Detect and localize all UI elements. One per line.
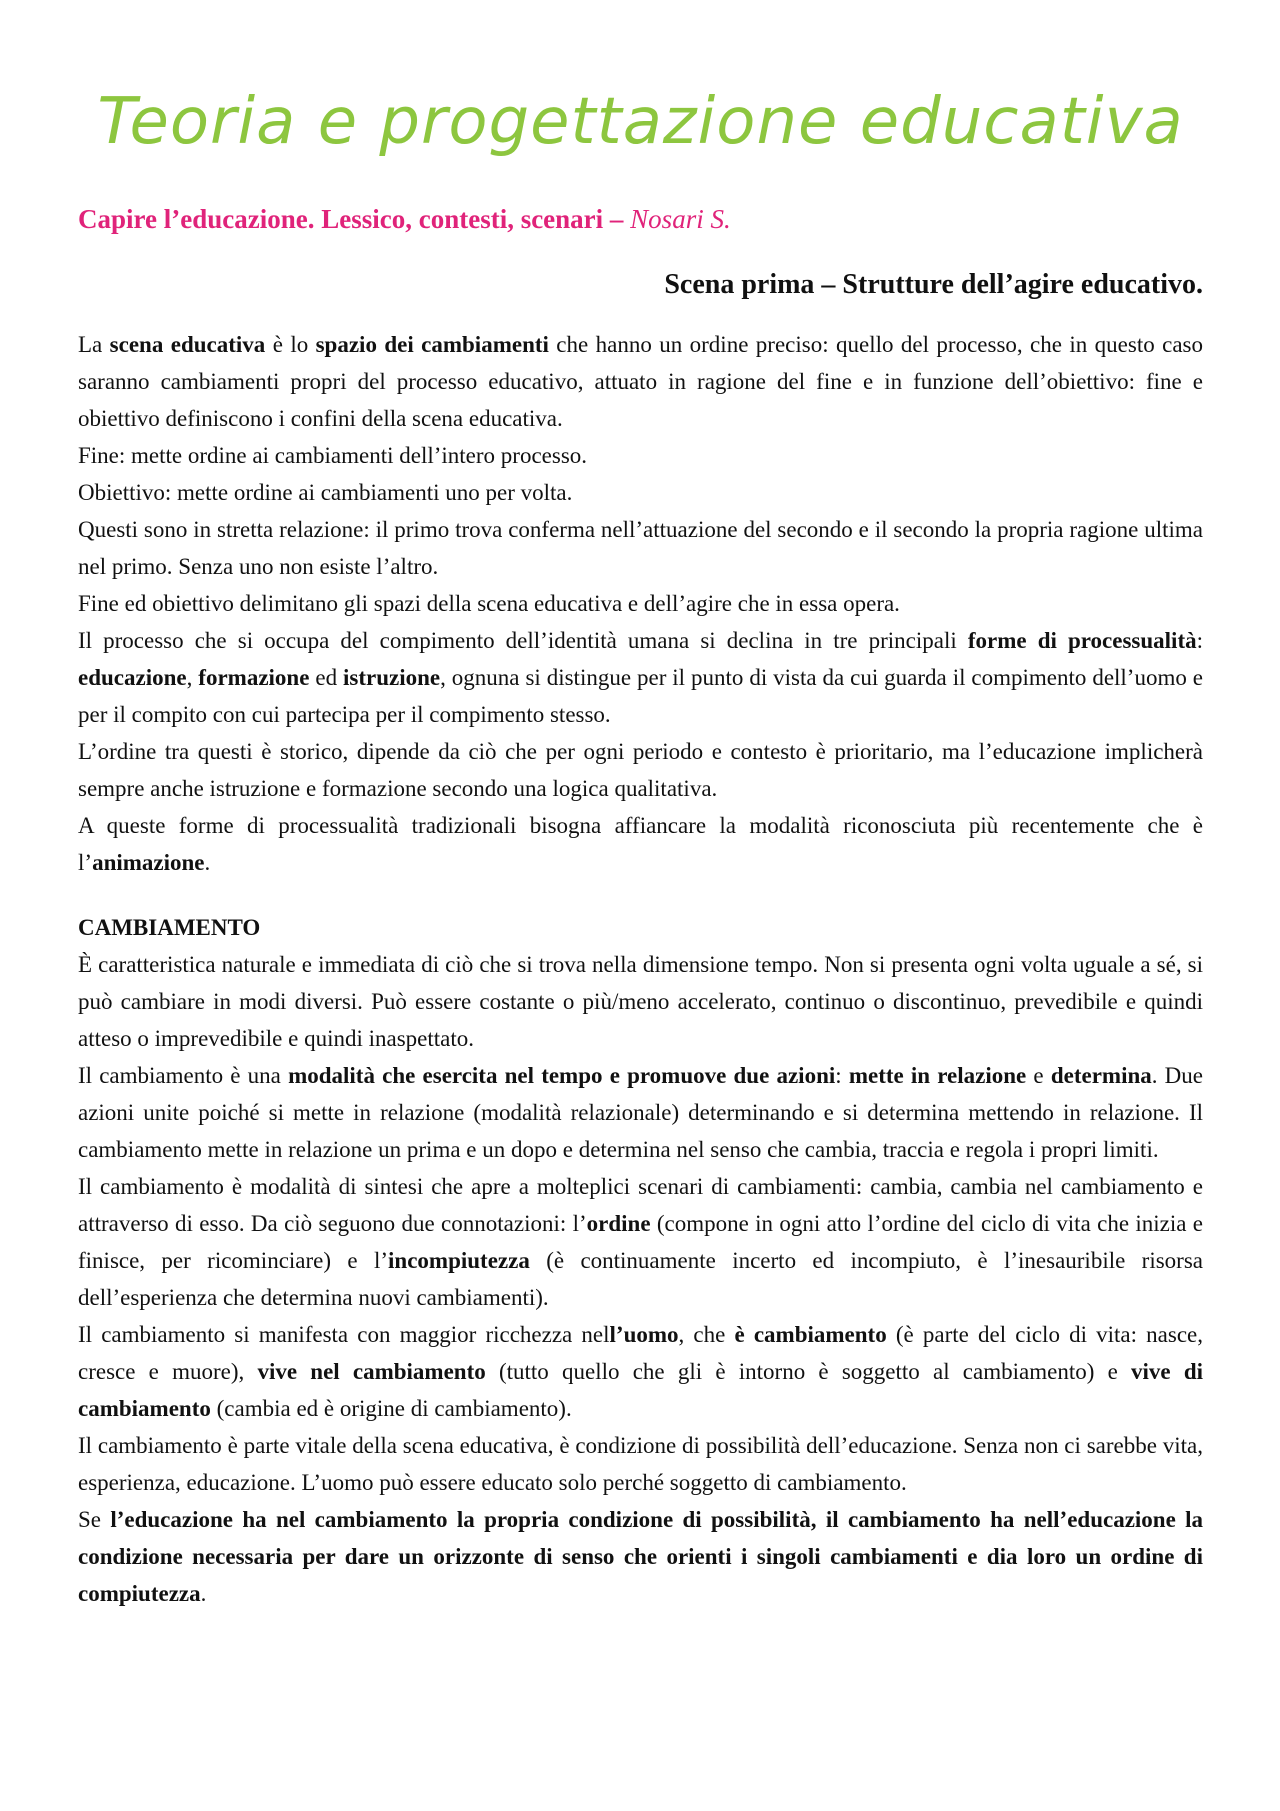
bold-run: vive di cambiamento (78, 1359, 1204, 1421)
bold-run: l’educazione ha nel cambiamento la propria condizione di possibilità (110, 1507, 811, 1532)
intro-paragraph-7: L’ordine tra questi è storico, dipende da ciò che per ogni periodo e contesto è prioritario, ma l’educazione implicherà sempre anche istruzione e formazione secondo una logica qualitativa. (78, 739, 1203, 801)
cambiamento-paragraph-5: Il cambiamento è parte vitale della scena educativa, è condizione di possibilità dell’educazione. Senza non ci sarebbe vita, esperienza, educazione. L’uomo può essere educato solo perché soggetto di cambiamento. (78, 1433, 1203, 1495)
text-run: Se (78, 1507, 111, 1532)
intro-paragraph-4: Questi sono in stretta relazione: il primo trova conferma nell’attuazione del secondo e il secondo la propria ragione ultima nel primo. Senza uno non esiste l’altro. (78, 517, 1203, 579)
text-run: Il processo che si occupa del compimento dell’identità umana si declina in tre principali (78, 628, 968, 653)
text-run: La (78, 332, 110, 357)
intro-paragraph-5: Fine ed obiettivo delimitano gli spazi della scena educativa e dell’agire che in essa opera. (78, 591, 900, 616)
book-separator: – (603, 204, 631, 234)
text-run: ed (309, 665, 344, 690)
text-run: (è continuamente incerto ed incompiuto, è l’inesauribile risorsa dell’esperienza che determina nuovi cambiamenti). (78, 1248, 1203, 1310)
book-reference (78, 202, 1203, 236)
document-page (78, 0, 1203, 1612)
bold-run: scena educativa (109, 332, 266, 357)
bold-run: forme di processualità (967, 628, 1197, 653)
bold-run: è cambiamento (734, 1322, 887, 1347)
cambiamento-paragraph-3 (78, 1168, 1203, 1316)
bold-run: incompiutezza (388, 1248, 530, 1273)
text-run: che hanno un ordine preciso: quello del processo, che in questo caso saranno cambiamenti propri del processo educativo, attuato in ragione del fine e in funzione dell’obiettivo: fine e obiettivo definiscono i confini della scena educativa. (78, 332, 1203, 431)
intro-paragraph-2: Fine: mette ordine ai cambiamenti dell’intero processo. (78, 443, 588, 468)
scene-title: Scena prima – Strutture dell’agire educativo. (664, 269, 1203, 300)
intro-paragraph-1 (78, 326, 1203, 437)
cambiamento-paragraph-6 (78, 1501, 1203, 1612)
text-run: (è parte del ciclo di vita: nasce, cresce e muore), (78, 1322, 1203, 1384)
cambiamento-paragraph-2 (78, 1057, 1203, 1168)
text-run: . Due azioni unite poiché si mette in relazione (modalità relazionale) determinando e si determina mettendo in relazione. Il cambiamento mette in relazione un prima e un dopo e determina nel senso che cambia, traccia e regola i propri limiti. (78, 1063, 1203, 1162)
text-run: Il cambiamento si manifesta con maggior ricchezza nel (78, 1322, 610, 1347)
bold-run: istruzione (343, 665, 441, 690)
bold-run: ordine (586, 1211, 651, 1236)
text-run: , che (678, 1322, 735, 1347)
bold-run: determina (1050, 1063, 1152, 1088)
intro-paragraph-8 (78, 807, 1203, 881)
text-run: , (186, 665, 199, 690)
bold-run: spazio dei cambiamenti (315, 332, 549, 357)
intro-paragraph-6 (78, 622, 1203, 733)
text-run: , ognuna si distingue per il punto di vista da cui guarda il compimento dell’uomo e per il compito con cui partecipa per il compimento stesso. (78, 665, 1203, 727)
text-run: è lo (265, 332, 316, 357)
intro-paragraph-3: Obiettivo: mette ordine ai cambiamenti uno per volta. (78, 480, 573, 505)
bold-run: educazione (78, 665, 187, 690)
cambiamento-section (78, 946, 1203, 1612)
cambiamento-paragraph-1: È caratteristica naturale e immediata di ciò che si trova nella dimensione tempo. Non si presenta ogni volta uguale a sé, si può cambiare in modi diversi. Può essere costante o più/meno accelerato, continuo o discontinuo, prevedibile e quindi atteso o imprevedibile e quindi inaspettato. (78, 952, 1203, 1051)
bold-run: animazione (92, 850, 205, 875)
text-run: Il cambiamento è una (78, 1063, 289, 1088)
bold-run: l’uomo (609, 1322, 679, 1347)
cambiamento-paragraph-4 (78, 1316, 1203, 1427)
bold-run: formazione (198, 665, 310, 690)
text-run: . (204, 850, 211, 875)
text-run: Il cambiamento è modalità di sintesi che apre a molteplici scenari di cambiamenti: cambia, cambia nel cambiamento e attraverso di esso. Da ciò seguono due connotazioni: l’ (78, 1174, 1203, 1236)
bold-run: , (810, 1507, 826, 1532)
text-run: e (1026, 1063, 1051, 1088)
bold-run: modalità che esercita nel tempo e promuove due azioni (288, 1063, 836, 1088)
text-run: . (200, 1581, 207, 1606)
text-run: : (835, 1063, 849, 1088)
intro-section (78, 326, 1203, 881)
text-run: : (1196, 628, 1203, 653)
text-run: (compone in ogni atto l’ordine del ciclo di vita che inizia e finisce, per ricominciare) e l’ (78, 1211, 1203, 1273)
text-run: (cambia ed è origine di cambiamento). (210, 1396, 572, 1421)
section-heading-cambiamento: CAMBIAMENTO (78, 915, 261, 940)
text-run: (tutto quello che gli è intorno è soggetto al cambiamento) e (485, 1359, 1132, 1384)
book-author: Nosari S. (630, 204, 731, 234)
document-title: Teoria e progettazione educativa (97, 85, 1184, 159)
bold-run: il cambiamento ha nell’educazione la condizione necessaria per dare un orizzonte di senso che orienti i singoli cambiamenti e dia loro un ordine di compiutezza (78, 1507, 1204, 1606)
book-title: Capire l’educazione. Lessico, contesti, scenari (78, 204, 604, 234)
bold-run: vive nel cambiamento (257, 1359, 486, 1384)
text-run: A queste forme di processualità tradizionali bisogna affiancare la modalità riconosciuta più recentemente che è l’ (78, 813, 1203, 875)
bold-run: mette in relazione (848, 1063, 1027, 1088)
